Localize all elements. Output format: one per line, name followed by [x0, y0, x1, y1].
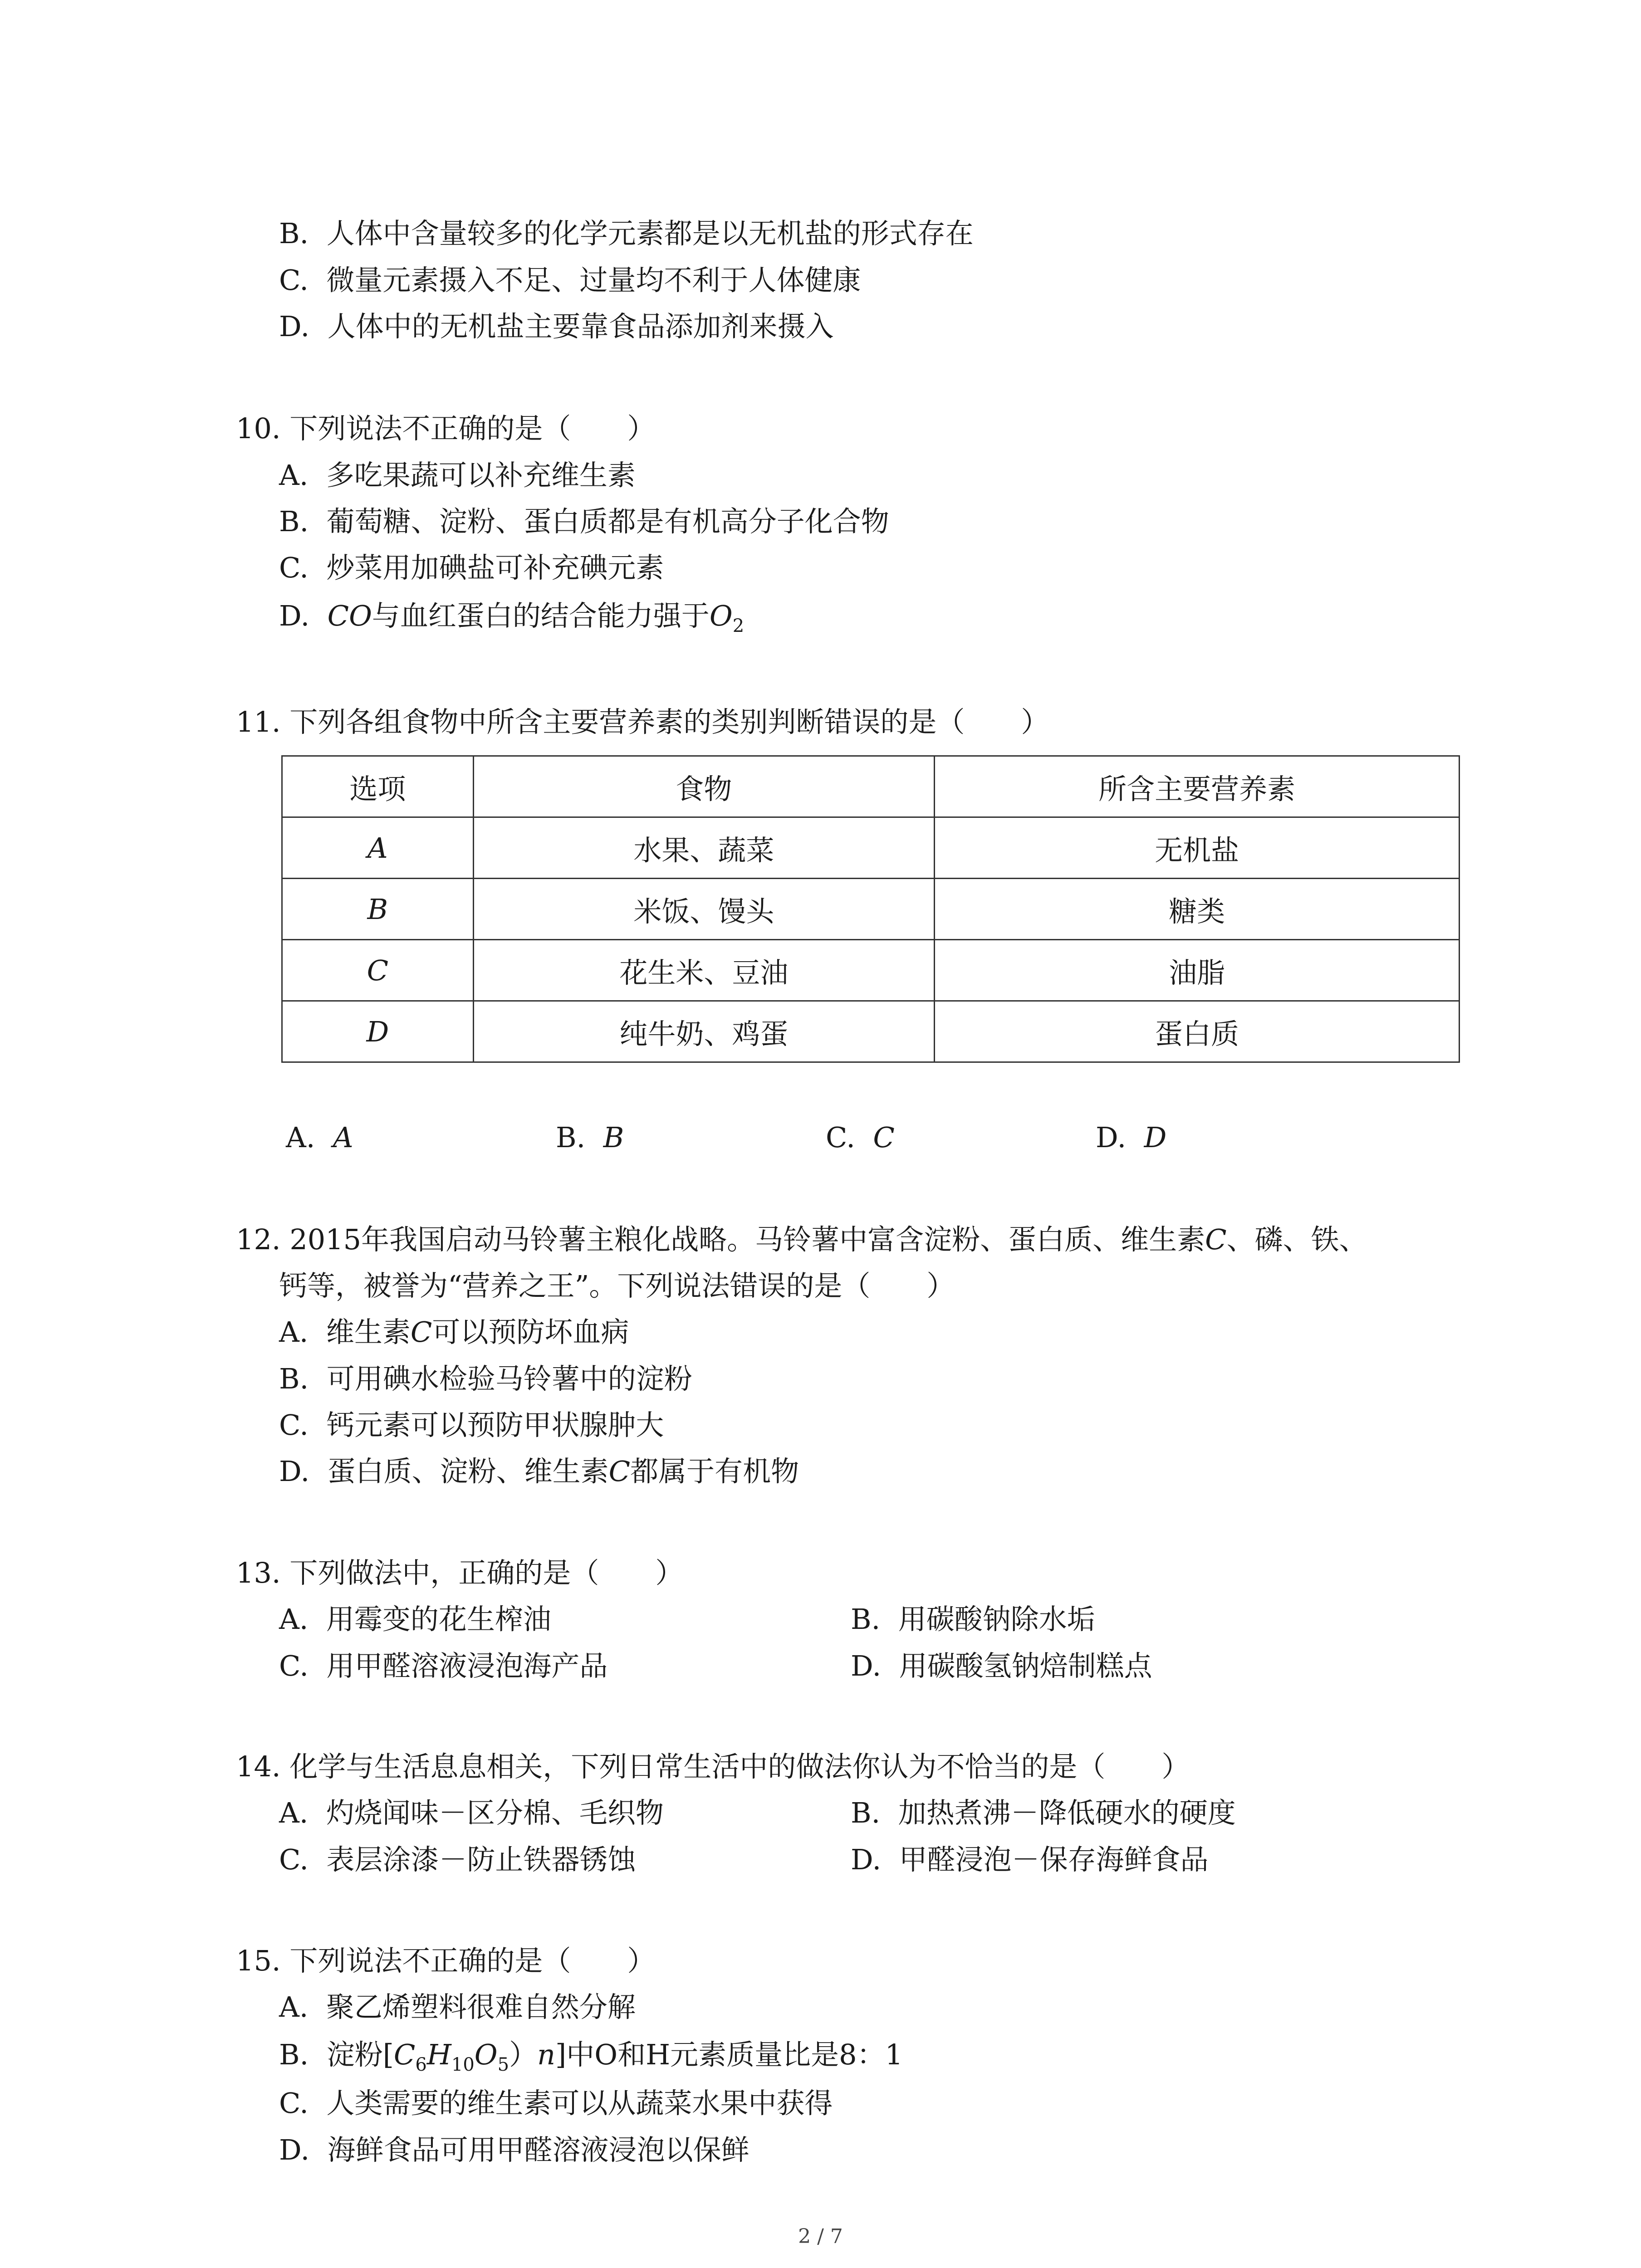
q14-option-a: A. 灼烧闻味－区分棉、毛织物 [279, 1796, 664, 1829]
table-header: 所含主要营养素 [935, 756, 1460, 817]
table-cell: 油脂 [935, 940, 1460, 1001]
q15-stem: 15. 下列说法不正确的是（ ） [236, 1944, 656, 1977]
q12-option-d: D. 蛋白质、淀粉、维生素C都属于有机物 [279, 1455, 799, 1488]
q12-option-b: B. 可用碘水检验马铃薯中的淀粉 [279, 1362, 692, 1395]
q11-option-a: A. A [286, 1121, 353, 1154]
table-header: 选项 [282, 756, 474, 817]
q11-option-b: B. B [556, 1121, 624, 1154]
table-row [282, 940, 1460, 1001]
table-cell: 米饭、馒头 [473, 879, 935, 940]
page-number: 2 / 7 [798, 2225, 843, 2248]
q11-option-d: D. D [1096, 1121, 1167, 1154]
table-header: 食物 [473, 756, 935, 817]
q10-option-c: C. 炒菜用加碘盐可补充碘元素 [279, 551, 664, 584]
q11-table [281, 755, 1460, 1063]
table-header-row [282, 756, 1460, 817]
table-cell: 蛋白质 [935, 1001, 1460, 1062]
q15-option-c: C. 人类需要的维生素可以从蔬菜水果中获得 [279, 2087, 833, 2120]
table-cell: 花生米、豆油 [473, 940, 935, 1001]
q9-option-b: B. 人体中含量较多的化学元素都是以无机盐的形式存在 [279, 217, 974, 250]
table-cell: 无机盐 [935, 817, 1460, 879]
q13-option-c: C. 用甲醛溶液浸泡海产品 [279, 1649, 608, 1682]
table-row [282, 817, 1460, 879]
q12-option-a: A. 维生素C可以预防坏血病 [279, 1315, 629, 1349]
q11-stem: 11. 下列各组食物中所含主要营养素的类别判断错误的是（ ） [236, 705, 1049, 738]
q12-option-c: C. 钙元素可以预防甲状腺肿大 [279, 1408, 664, 1442]
q13-option-a: A. 用霉变的花生榨油 [279, 1603, 551, 1636]
q14-stem: 14. 化学与生活息息相关，下列日常生活中的做法你认为不恰当的是（ ） [236, 1750, 1190, 1783]
table-cell: B [282, 879, 474, 940]
q9-option-d: D. 人体中的无机盐主要靠食品添加剂来摄入 [279, 310, 834, 343]
table-cell: 水果、蔬菜 [473, 817, 935, 879]
q14-option-d: D. 甲醛浸泡－保存海鲜食品 [851, 1843, 1209, 1876]
q9-option-c: C. 微量元素摄入不足、过量均不利于人体健康 [279, 264, 861, 297]
q12-stem-line2: 钙等，被誉为“营养之王”。下列说法错误的是（ ） [279, 1269, 955, 1302]
q14-option-b: B. 加热煮沸－降低硬水的硬度 [851, 1796, 1236, 1829]
q10-option-d: D. CO与血红蛋白的结合能力强于$O_2$ [279, 599, 745, 636]
q11-option-c: C. C [826, 1121, 895, 1154]
q10-option-b: B. 葡萄糖、淀粉、蛋白质都是有机高分子化合物 [279, 505, 889, 538]
q13-option-b: B. 用碳酸钠除水垢 [851, 1603, 1095, 1636]
q14-option-c: C. 表层涂漆－防止铁器锈蚀 [279, 1843, 636, 1876]
q13-option-d: D. 用碳酸氢钠焙制糕点 [851, 1649, 1152, 1682]
table-cell: C [282, 940, 474, 1001]
table-row [282, 879, 1460, 940]
table-cell: A [282, 817, 474, 879]
table-row [282, 1001, 1460, 1062]
q10-option-a: A. 多吃果蔬可以补充维生素 [279, 459, 636, 492]
q12-stem-line1: 12. 2015年我国启动马铃薯主粮化战略。马铃薯中富含淀粉、蛋白质、维生素C、磷、铁、 [236, 1223, 1367, 1256]
q13-stem: 13. 下列做法中，正确的是（ ） [236, 1556, 684, 1589]
q15-option-b: B. 淀粉$[C_6H_{10}O_5)n$]中O和H元素质量比是8：1 [279, 2038, 903, 2075]
q15-option-d: D. 海鲜食品可用甲醛溶液浸泡以保鲜 [279, 2133, 749, 2166]
table-cell: D [282, 1001, 474, 1062]
table-cell: 纯牛奶、鸡蛋 [473, 1001, 935, 1062]
q10-stem: 10. 下列说法不正确的是（ ） [236, 412, 656, 445]
table-cell: 糖类 [935, 879, 1460, 940]
q15-option-a: A. 聚乙烯塑料很难自然分解 [279, 1990, 636, 2024]
